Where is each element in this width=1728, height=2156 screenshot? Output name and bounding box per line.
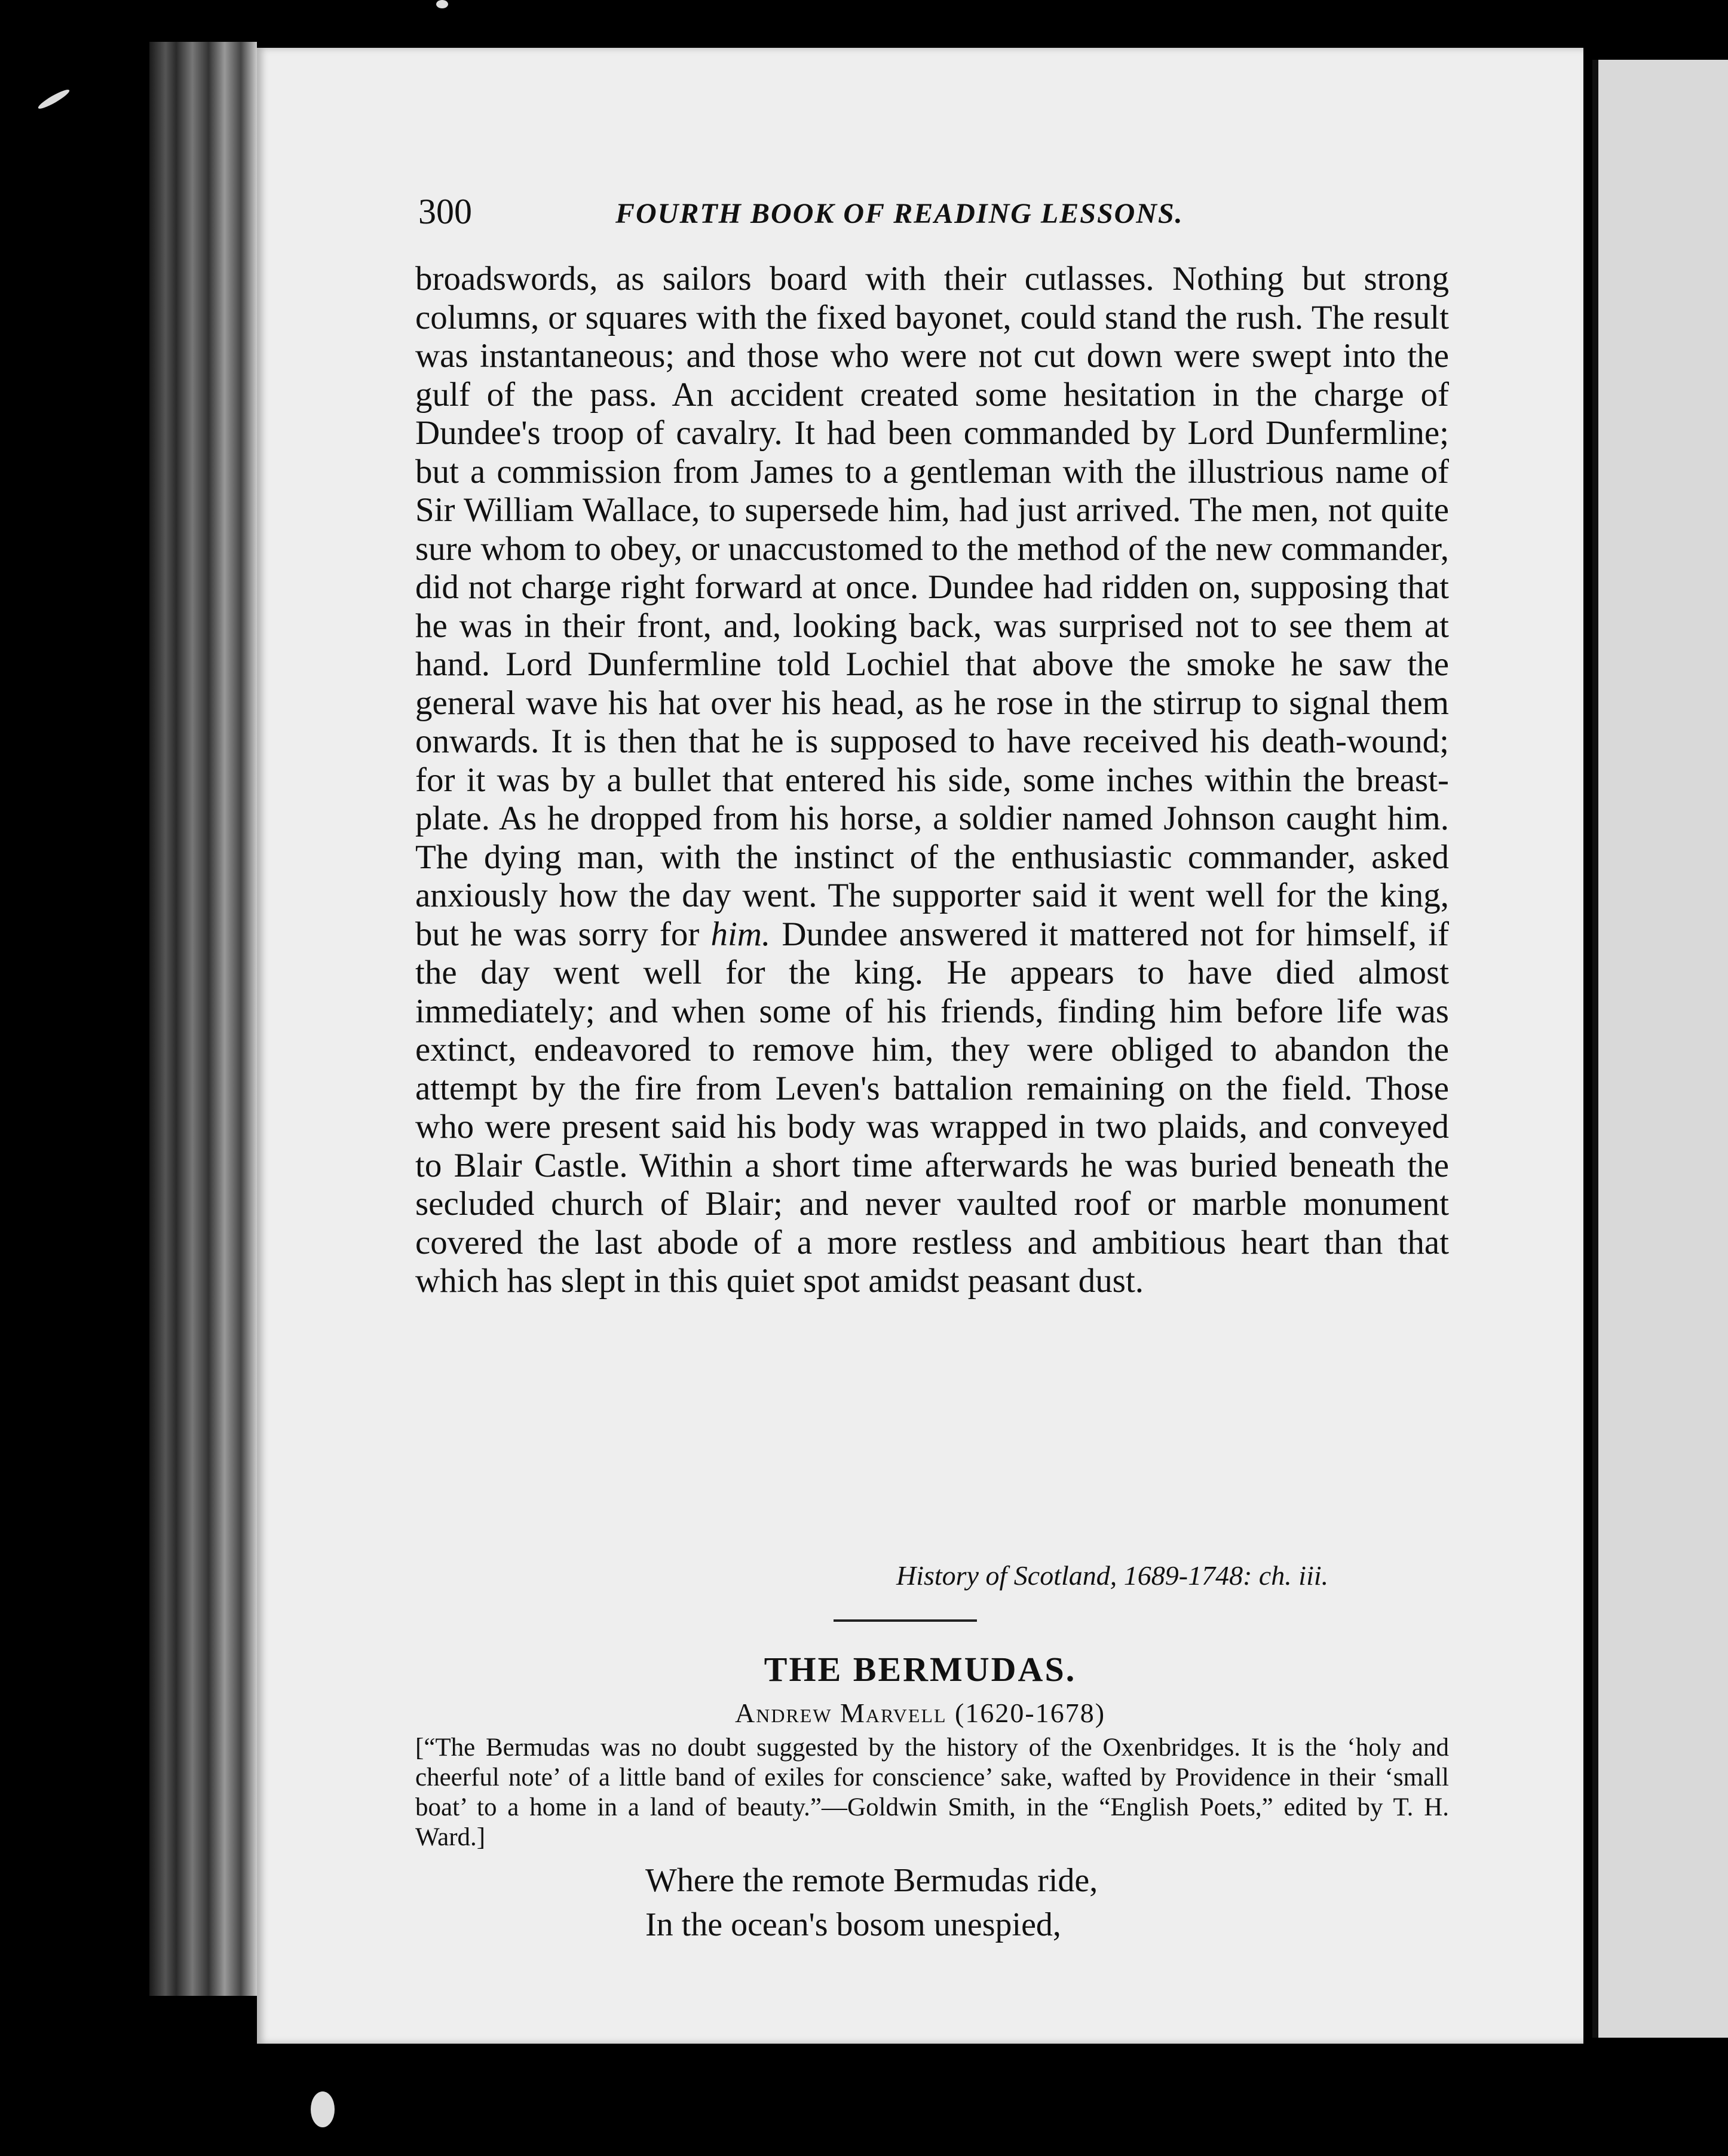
epigraph: [“The Bermudas was no doubt suggested by the history of the Oxenbridges. It is the ‘holy and cheerful note’ of a little band of exiles for conscience’ sake, wafted by Providence in their ‘small boat’ to a home in a land of beauty.”—Goldwin Smith, in the “English Poets,” edited by T. H. Ward.] bbox=[415, 1734, 1449, 1851]
scan-speck bbox=[36, 87, 71, 111]
scan-speck bbox=[311, 2091, 335, 2127]
paragraph-text-continued: Dundee answered it mattered not for himself, if the day went well for the king. He appears to have died almost immediately; and when some of his friends, finding him before life was extinct, endeavored to remove him, they were obliged to abandon the attempt by the fire from Leven's battalion remaining on the field. Those who were present said his body was wrapped in two plaids, and conveyed to Blair Castle. Within a short time afterwards he was buried beneath the secluded church of Blair; and never vaulted roof or marble monument covered the last abode of a more restless and ambitious heart than that which has slept in this quiet spot amidst peasant dust. bbox=[415, 915, 1450, 1300]
section-author: Andrew Marvell (1620-1678) bbox=[734, 1698, 1106, 1728]
body-paragraph bbox=[415, 260, 1449, 1301]
section-title: THE BERMUDAS. bbox=[764, 1650, 1077, 1689]
scan-speck bbox=[436, 0, 448, 8]
poem-line: In the ocean's bosom unespied, bbox=[645, 1906, 1061, 1943]
italic-word: him. bbox=[710, 915, 771, 953]
paragraph-text: broadswords, as sailors board with their cutlasses. Nothing but strong columns, or squares with the fixed bayonet, could stand the rush. The result was instantaneous; and those who were not cut down were swept into the gulf of the pass. An accident created some hesitation in the charge of Dundee's troop of cavalry. It had been commanded by Lord Dunfermline; but a commission from James to a gentleman with the illustrious name of Sir William Wallace, to supersede him, had just arrived. The men, not quite sure whom to obey, or unaccustomed to the method of the new commander, did not charge right forward at once. Dundee had ridden on, supposing that he was in their front, and, looking back, was surprised not to see them at hand. Lord Dunfermline told Lochiel that above the smoke he saw the general wave his hat over his head, as he rose in the stirrup to signal them onwards. It is then that he is supposed to have received his death-wound; for it was by a bullet that entered his side, some inches within the breast-plate. As he dropped from his horse, a soldier named Johnson caught him. The dying man, with the instinct of the enthusiastic commander, asked anxiously how the day went. The supporter said it went well for the king, but he was sorry for bbox=[415, 260, 1449, 953]
source-citation: History of Scotland, 1689-1748: ch. iii. bbox=[896, 1560, 1329, 1591]
poem-line: Where the remote Bermudas ride, bbox=[645, 1862, 1098, 1899]
section-divider bbox=[834, 1619, 977, 1622]
poem bbox=[645, 1858, 1098, 1947]
page-header bbox=[418, 191, 1542, 245]
running-title: FOURTH BOOK OF READING LESSONS. bbox=[615, 198, 1184, 229]
book-page-edges bbox=[149, 42, 257, 1996]
facing-page-strip bbox=[1592, 60, 1728, 2038]
book-page bbox=[257, 48, 1583, 2044]
page-number: 300 bbox=[418, 192, 472, 231]
